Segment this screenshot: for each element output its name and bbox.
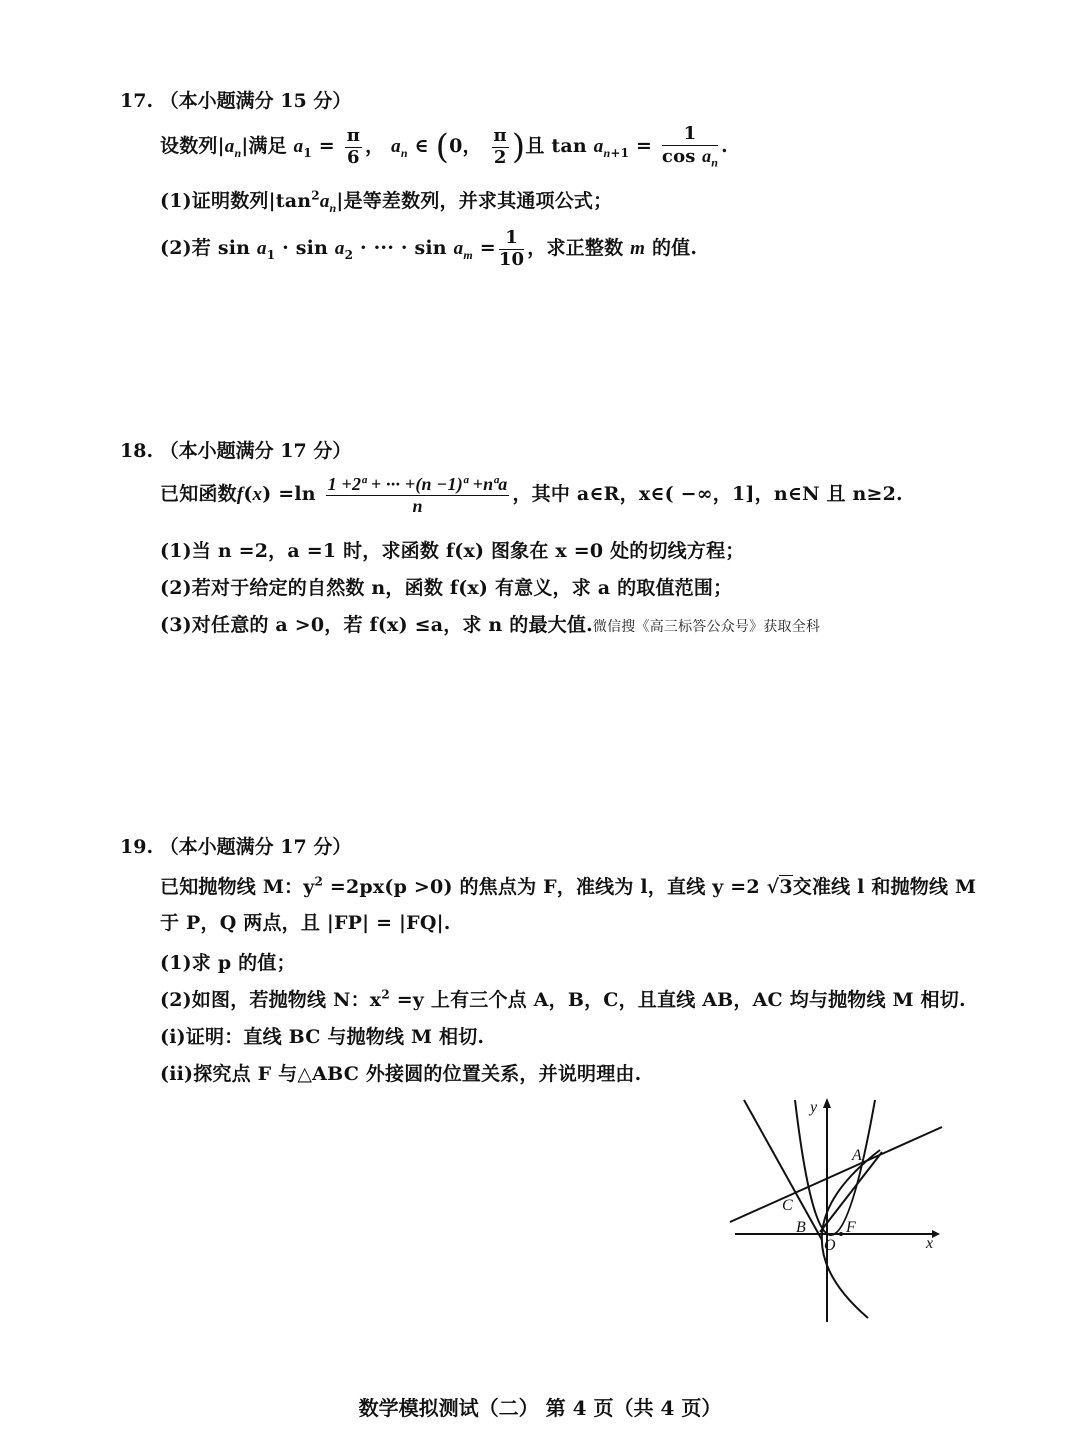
q17-frac-pi-2: $\frac{\pi}{2}$ [493, 124, 507, 168]
q17-heading: 17. （本小题满分 15 分） [120, 90, 352, 112]
q19-line1: 已知抛物线 M：$y^2 =2px(p >0)$ 的焦点为 F，准线为 l，直线 y =2 √3交准线 l 和抛物线 M [160, 874, 977, 898]
label-a: A [852, 1147, 862, 1164]
watermark-note: 微信搜《高三标答公众号》获取全科 [592, 619, 821, 635]
q19-part1: (1)求 p 的值； [160, 952, 296, 974]
label-y: y [810, 1099, 818, 1116]
parabola-figure [700, 1090, 960, 1330]
sqrt-sign: √ [766, 876, 780, 898]
q18-part3: (3)对任意的 a >0，若 f(x) ≤a，求 n 的最大值.微信搜《高三标答公众号》获取全科 [160, 614, 821, 636]
q19-part-ii: (ii)探究点 F 与△ABC 外接圆的位置关系，并说明理由. [160, 1063, 642, 1085]
q18-heading: 18. （本小题满分 17 分） [120, 440, 352, 462]
line-ac [730, 1127, 942, 1222]
label-o: O [824, 1237, 836, 1254]
q19-part2: (2)如图，若抛物线 N：$x^2 =y$ 上有三个点 A，B，C，且直线 AB，AC 均与抛物线 M 相切. [160, 987, 966, 1011]
label-c: C [782, 1197, 793, 1214]
label-f: F [846, 1219, 856, 1236]
q19-heading: 19. （本小题满分 17 分） [120, 836, 352, 858]
q17-frac-1-10: $\frac{1}{10}$ [498, 227, 525, 270]
q19-part-i: (i)证明：直线 BC 与抛物线 M 相切. [160, 1026, 485, 1048]
q17-stem: 设数列$|a_n|$满足 $a_1$ = $\frac{\pi}{6}$ ， $a_n$ ∈ (0， $\frac{\pi}{2}$ )且 $\tan a_{n+1}$ = $\frac{1}{\cos a_n}$ . [160, 123, 728, 170]
q17-part2: (2)若 $\sin a_1 \cdot \sin a_2$ · ··· · $\sin a_m$ = $\frac{1}{10}$ ，求正整数 m 的值. [160, 227, 698, 270]
label-b: B [796, 1219, 806, 1236]
focus-point [839, 1232, 843, 1236]
x-axis-arrow [932, 1230, 940, 1238]
y-axis-arrow [823, 1098, 831, 1108]
label-x: x [926, 1235, 934, 1252]
q18-part1: (1)当 n =2，a =1 时，求函数 f(x) 图象在 x =0 处的切线方程； [160, 540, 745, 562]
q18-fraction: $\frac{\text{1 +2ª + ··· +(n −1)ª +nªa}}{n}$ [327, 474, 508, 516]
q19-line2: 于 P，Q 两点，且 |FP| = |FQ|. [160, 912, 451, 934]
q17-part1: (1)证明数列$|\tan^2a_n|$是等差数列，并求其通项公式； [160, 188, 613, 215]
q17-frac-1-cos: $\frac{1}{\cos a_n}$ [661, 123, 719, 170]
q17-frac-pi-6: $\frac{\pi}{6}$ [346, 124, 361, 168]
line-bc [744, 1100, 822, 1240]
page-footer: 数学模拟测试（二） 第 4 页（共 4 页） [358, 1396, 722, 1420]
q18-part2: (2)若对于给定的自然数 n，函数 f(x) 有意义，求 a 的取值范围； [160, 577, 733, 599]
q18-stem: 已知函数f(x) =ln $\frac{\text{1 +2ª + ··· +(n −1)ª +nªa}}{n}$ ，其中 a∈R，x∈( −∞，1]，n∈N 且 n≥2. [160, 474, 903, 516]
